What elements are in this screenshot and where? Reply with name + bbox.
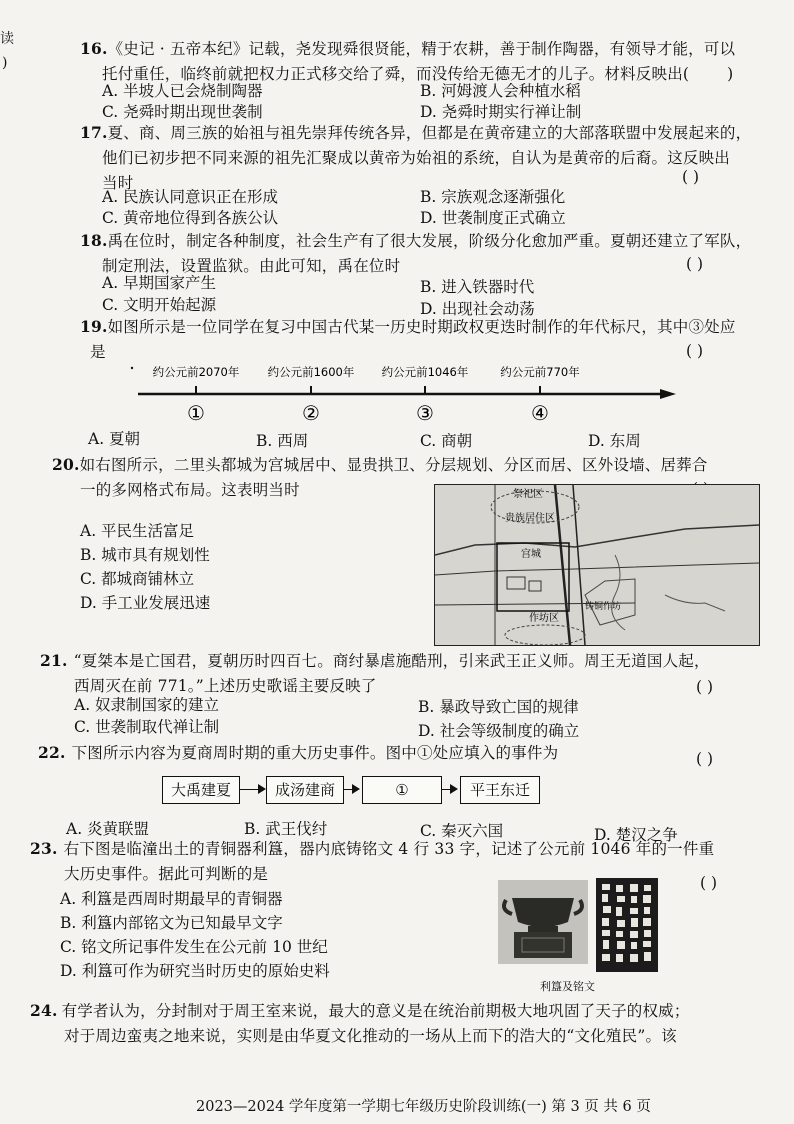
flow-arrow — [442, 789, 456, 790]
event-flowchart — [162, 776, 542, 806]
map-label: 贵族居住区 — [505, 513, 555, 524]
flow-box: 大禹建夏 — [162, 776, 240, 804]
flow-arrow — [344, 789, 358, 790]
option-c: C. 世袭制取代禅让制 — [74, 718, 220, 736]
bronze-svg — [498, 880, 588, 964]
option-c: C. 尧舜时期出现世袭制 — [102, 103, 263, 121]
timeline-dot — [131, 367, 133, 369]
question-text: 夏、商、周三族的始祖与祖先崇拜传统各异，但都是在黄帝建立的大部落联盟中发展起来的， — [107, 124, 752, 142]
option-b: B. 宗族观念逐渐强化 — [420, 188, 566, 206]
option-c: C. 都城商铺林立 — [80, 570, 195, 588]
map-label: 铸铜作坊 — [585, 602, 622, 612]
image-caption: 利簋及铭文 — [540, 980, 595, 993]
option-a: A. 早期国家产生 — [102, 274, 217, 292]
question-number: 20. — [52, 455, 80, 474]
question-text: 西周灭在前 771。”上述历史歌谣主要反映了 — [74, 677, 377, 695]
question-number: 16. — [80, 39, 108, 58]
timeline-label: 约公元前770年 — [500, 365, 580, 379]
option-c: C. 商朝 — [420, 432, 473, 450]
option-c: C. 铭文所记事件发生在公元前 10 世纪 — [60, 938, 328, 956]
option-a: A. 平民生活富足 — [80, 522, 195, 540]
option-d: D. 社会等级制度的确立 — [418, 722, 580, 740]
answer-paren: ( ) — [686, 342, 704, 360]
question-21 — [40, 648, 710, 699]
question-text: 是 — [90, 343, 106, 361]
question-number: 22. — [38, 743, 66, 762]
answer-paren: ( ) — [682, 168, 700, 186]
inscription-svg — [596, 878, 658, 972]
timeline-arrowhead — [660, 389, 676, 399]
timeline-svg — [120, 360, 680, 430]
question-text: 大历史事件。据此可判断的是 — [64, 865, 269, 883]
question-text: 下图所示内容为夏商周时期的重大历史事件。图中①处应填入的事件为 — [71, 744, 559, 762]
option-d: D. 楚汉之争 — [594, 826, 678, 844]
bronze-bowl — [512, 898, 574, 927]
question-number: 23. — [30, 839, 58, 858]
option-b: B. 河姆渡人会种植水稻 — [420, 82, 581, 100]
option-d: D. 利簋可作为研究当时历史的原始史料 — [60, 962, 330, 980]
option-d: D. 世袭制度正式确立 — [420, 209, 566, 227]
question-number: 24. — [30, 1001, 58, 1020]
question-text: 如右图所示，二里头都城为宫城居中、显贵拱卫、分层规划、分区而居、区外设墙、居葬合 — [79, 456, 708, 474]
map-label: 祭祀区 — [513, 489, 543, 500]
option-a: A. 半坡人已会烧制陶器 — [102, 82, 263, 100]
option-d: D. 手工业发展迅速 — [80, 594, 211, 612]
option-a: A. 炎黄联盟 — [66, 820, 150, 838]
answer-paren: ( ) — [696, 678, 714, 696]
answer-paren: ( ) — [696, 750, 714, 768]
flow-arrow — [240, 789, 264, 790]
question-number: 19. — [80, 317, 108, 336]
question-text: 托付重任，临终前就把权力正式移交给了舜，而没传给无德无才的儿子。材料反映出( — [102, 65, 690, 83]
edge-text: 读 — [0, 31, 14, 47]
question-19 — [80, 314, 736, 365]
map-label: 作坊区 — [529, 613, 559, 624]
edge-paren: ) — [2, 55, 8, 71]
option-a: A. 民族认同意识正在形成 — [102, 188, 279, 206]
option-d: D. 出现社会动荡 — [420, 300, 535, 318]
answer-paren: ) — [727, 65, 734, 83]
question-number: 18. — [80, 231, 108, 250]
option-b: B. 武王伐纣 — [244, 820, 328, 838]
question-number: 17. — [80, 123, 108, 142]
option-b: B. 暴政导致亡国的规律 — [418, 698, 579, 716]
timeline-ruler — [120, 360, 680, 430]
timeline-label: 约公元前1600年 — [267, 365, 355, 379]
timeline-mark: ② — [302, 401, 320, 425]
option-c: C. 文明开始起源 — [102, 296, 217, 314]
map-svg — [435, 485, 759, 645]
question-text: 有学者认为，分封制对于周王室来说，最大的意义是在统治前期极大地巩固了天子的权威； — [61, 1002, 690, 1020]
option-b: B. 西周 — [256, 432, 309, 450]
question-text: “夏桀本是亡国君，夏朝历时四百七。商纣暴虐施酷刑，引来武王正义师。周王无道国人起， — [73, 652, 710, 670]
option-a: A. 利簋是西周时期最早的青铜器 — [60, 890, 283, 908]
answer-paren: ( ) — [700, 874, 718, 892]
option-d: D. 尧舜时期实行禅让制 — [420, 103, 582, 121]
map-label: 宫城 — [521, 549, 541, 560]
flow-box-blank: ① — [362, 776, 442, 804]
page-footer: 2023—2024 学年度第一学期七年级历史阶段训练(一) 第 3 页 共 6 页 — [196, 1099, 651, 1115]
question-text: 一的多网格式布局。这表明当时 — [80, 481, 300, 499]
timeline-label: 约公元前1046年 — [381, 365, 469, 379]
inscription-rubbing-image — [596, 878, 658, 972]
timeline-label: 约公元前2070年 — [152, 365, 240, 379]
erlitou-map — [434, 484, 760, 646]
option-b: B. 利簋内部铭文为已知最早文字 — [60, 914, 283, 932]
timeline-mark: ④ — [531, 401, 549, 425]
option-d: D. 东周 — [588, 432, 641, 450]
question-24 — [30, 998, 690, 1049]
option-a: A. 夏朝 — [88, 430, 141, 448]
flow-box: 平王东迁 — [460, 776, 540, 804]
question-text: 禹在位时，制定各种制度，社会生产有了很大发展，阶级分化愈加严重。夏朝还建立了军队， — [107, 232, 752, 250]
question-text: 右下图是临潼出土的青铜器利簋，器内底铸铭文 4 行 33 字，记述了公元前 1046 年的一件重 — [63, 840, 715, 858]
option-b: B. 城市具有规划性 — [80, 546, 210, 564]
option-c: C. 黄帝地位得到各族公认 — [102, 209, 279, 227]
question-text: 他们已初步把不同来源的祖先汇聚成以黄帝为始祖的系统，自认为是黄帝的后裔。这反映出 — [102, 149, 731, 167]
li-gui-bronze-image — [498, 880, 588, 964]
timeline-mark: ① — [187, 401, 205, 425]
question-text: 如图所示是一位同学在复习中国古代某一历史时期政权更迭时制作的年代标尺，其中③处应 — [107, 318, 736, 336]
question-text: 《史记 · 五帝本纪》记载，尧发现舜很贤能，精于农耕，善于制作陶器，有领导才能，可以 — [107, 40, 736, 58]
bronze-base — [514, 932, 572, 958]
question-17 — [80, 120, 751, 196]
question-number: 21. — [40, 651, 68, 670]
answer-paren: ( ) — [686, 255, 704, 273]
question-text: 制定刑法，设置监狱。由此可知，禹在位时 — [102, 257, 401, 275]
option-b: B. 进入铁器时代 — [420, 278, 535, 296]
question-text: 对于周边蛮夷之地来说，实则是由华夏文化推动的一场从上而下的浩大的“文化殖民”。该 — [64, 1027, 677, 1045]
question-22 — [38, 740, 558, 766]
option-a: A. 奴隶制国家的建立 — [74, 696, 220, 714]
flow-box: 成汤建商 — [266, 776, 344, 804]
bronze-foot — [528, 926, 558, 932]
timeline-mark: ③ — [416, 401, 434, 425]
option-c: C. 秦灭六国 — [420, 822, 504, 840]
question-text: 当时 — [102, 174, 134, 192]
